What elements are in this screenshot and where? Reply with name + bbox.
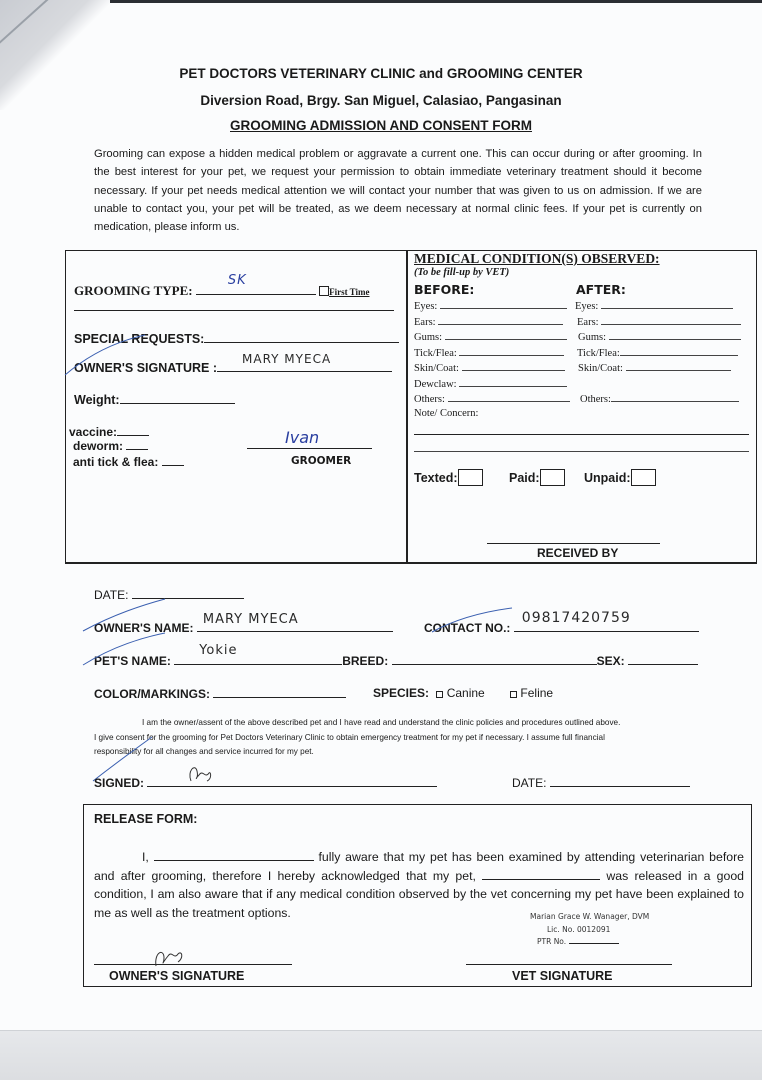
weight-label: Weight: bbox=[74, 393, 120, 407]
deworm-field[interactable] bbox=[126, 438, 148, 450]
vaccine-label: vaccine: bbox=[69, 425, 118, 439]
contact-value: 09817420759 bbox=[521, 610, 631, 626]
texted-checkbox[interactable] bbox=[458, 469, 483, 486]
grooming-type-value: SK bbox=[227, 273, 247, 288]
vet-license-stamp: Lic. No. 0012091 bbox=[547, 925, 611, 934]
groomer-label: GROOMER bbox=[291, 455, 352, 467]
clinic-address: Diversion Road, Brgy. San Miguel, Calasiao, Pangasinan bbox=[200, 93, 562, 108]
signed-field[interactable] bbox=[147, 775, 437, 787]
before-gums-row bbox=[414, 330, 567, 343]
weight-row bbox=[74, 392, 235, 407]
consent-date-row bbox=[512, 775, 690, 790]
pen-mark-icon bbox=[80, 630, 170, 670]
before-ears-row bbox=[414, 315, 563, 328]
unpaid-row bbox=[584, 469, 656, 486]
canine-checkbox[interactable] bbox=[436, 691, 443, 698]
feline-label: Feline bbox=[520, 686, 554, 700]
before-tick-field[interactable] bbox=[459, 346, 564, 356]
signature-scribble-icon bbox=[150, 944, 190, 970]
before-eyes-row bbox=[414, 299, 567, 312]
pet-name-field[interactable] bbox=[174, 643, 342, 665]
paid-row bbox=[509, 469, 565, 486]
consent-date-label: DATE: bbox=[512, 776, 547, 790]
after-skin-label: Skin/Coat: bbox=[578, 363, 623, 374]
owner-signature-field[interactable] bbox=[217, 352, 392, 372]
after-gums-field[interactable] bbox=[609, 330, 741, 340]
before-skin-label: Skin/Coat: bbox=[414, 363, 459, 374]
before-eyes-field[interactable] bbox=[440, 299, 567, 309]
ptr-field[interactable] bbox=[569, 937, 619, 944]
consent-line-1: I am the owner/assent of the above described pet and I have read and understand the clinic policies and procedures outlined above. bbox=[142, 718, 621, 727]
before-tick-label: Tick/Flea: bbox=[414, 348, 457, 359]
after-others-row bbox=[580, 392, 739, 405]
signature-scribble-icon bbox=[185, 761, 215, 787]
before-ears-field[interactable] bbox=[438, 315, 563, 325]
owner-signature-label: OWNER'S SIGNATURE : bbox=[74, 361, 218, 375]
before-others-label: Others: bbox=[414, 394, 445, 405]
note-line-1[interactable] bbox=[414, 434, 749, 435]
after-ears-field[interactable] bbox=[601, 315, 741, 325]
ptr-label: PTR No. bbox=[537, 937, 567, 946]
anti-tick-field[interactable] bbox=[162, 454, 184, 466]
canine-label: Canine bbox=[446, 686, 485, 700]
first-time-checkbox[interactable] bbox=[319, 286, 329, 296]
color-field[interactable] bbox=[213, 686, 346, 698]
grooming-type-label: GROOMING TYPE: bbox=[74, 283, 193, 298]
special-requests-label: SPECIAL REQUESTS: bbox=[74, 332, 205, 346]
pet-name-row bbox=[94, 643, 698, 668]
vaccine-row bbox=[69, 424, 149, 439]
special-requests-field[interactable] bbox=[204, 331, 399, 343]
after-eyes-row bbox=[575, 299, 733, 312]
color-row bbox=[94, 686, 346, 701]
date-label: DATE: bbox=[94, 588, 129, 602]
sex-label: SEX: bbox=[596, 654, 625, 668]
intro-paragraph: Grooming can expose a hidden medical problem or aggravate a current one. This can occur during or after grooming. In the best interest for your pet, we request your permission to obtain immediate veterinary treatment should it become necessary. If your pet needs medical attention we will contact your number that was given to us on admission. If we are unable to contact you, your pet will be treated, as we deem necessary at normal clinic fees. If your pet is currently on medication, please inform us. bbox=[94, 148, 702, 234]
before-dewclaw-field[interactable] bbox=[459, 377, 567, 387]
after-others-label: Others: bbox=[580, 394, 611, 405]
after-gums-label: Gums: bbox=[578, 332, 607, 343]
after-gums-row bbox=[578, 330, 741, 343]
after-skin-row bbox=[578, 361, 731, 374]
first-time-label: First Time bbox=[329, 287, 370, 297]
owner-name-label: OWNER'S NAME: bbox=[94, 621, 194, 635]
anti-tick-row bbox=[73, 454, 184, 469]
form-title bbox=[0, 118, 762, 133]
owner-name-value: MARY MYECA bbox=[202, 612, 299, 627]
before-dewclaw-label: Dewclaw: bbox=[414, 379, 457, 390]
owner-signature-value: MARY MYECA bbox=[242, 352, 332, 366]
paid-checkbox[interactable] bbox=[540, 469, 565, 486]
medical-title: MEDICAL CONDITION(S) OBSERVED: bbox=[414, 251, 660, 266]
paid-label: Paid: bbox=[509, 471, 540, 485]
color-label: COLOR/MARKINGS: bbox=[94, 687, 210, 701]
before-heading: BEFORE: bbox=[414, 282, 475, 297]
after-tick-field[interactable] bbox=[620, 346, 738, 356]
before-ears-label: Ears: bbox=[414, 317, 436, 328]
release-part1: I, bbox=[142, 850, 149, 864]
weight-field[interactable] bbox=[120, 392, 235, 404]
vet-name-stamp: Marian Grace W. Wanager, DVM bbox=[530, 912, 650, 921]
unpaid-checkbox[interactable] bbox=[631, 469, 656, 486]
feline-checkbox[interactable] bbox=[510, 691, 517, 698]
vet-signature-label: VET SIGNATURE bbox=[512, 969, 613, 983]
before-dewclaw-row bbox=[414, 377, 567, 390]
release-form-title: RELEASE FORM: bbox=[94, 812, 198, 826]
release-part2: fully aware that my pet has been examined by attending veterinarian before and after grooming, therefore I hereby acknowledged that my pet, bbox=[94, 850, 745, 883]
vaccine-field[interactable] bbox=[117, 424, 149, 436]
grooming-extra-line[interactable] bbox=[74, 310, 394, 311]
anti-tick-label: anti tick & flea: bbox=[73, 455, 159, 469]
sex-field[interactable] bbox=[628, 653, 698, 665]
owner-name-field[interactable] bbox=[197, 612, 393, 632]
contact-label: CONTACT NO.: bbox=[424, 621, 511, 635]
consent-line-2: I give consent for the grooming for Pet Doctors Veterinary Clinic to obtain emergency treatment for my pet if necessary. I assume full financial bbox=[94, 733, 605, 742]
release-paragraph bbox=[94, 848, 744, 922]
release-pet-name-field[interactable] bbox=[482, 868, 600, 880]
note-concern-label: Note/ Concern: bbox=[414, 408, 479, 419]
received-by-line[interactable] bbox=[487, 543, 660, 544]
species-label: SPECIES: bbox=[373, 686, 430, 700]
breed-field[interactable] bbox=[392, 653, 597, 665]
after-heading: AFTER: bbox=[576, 282, 626, 297]
before-gums-label: Gums: bbox=[414, 332, 443, 343]
after-ears-label: Ears: bbox=[577, 317, 599, 328]
texted-row bbox=[414, 469, 483, 486]
after-tick-label: Tick/Flea: bbox=[577, 348, 620, 359]
ptr-row bbox=[537, 937, 619, 946]
before-others-row bbox=[414, 392, 570, 405]
before-skin-field[interactable] bbox=[462, 361, 565, 371]
after-tick-row bbox=[577, 346, 738, 359]
note-line-2[interactable] bbox=[414, 451, 749, 452]
vet-signature-line[interactable] bbox=[466, 964, 672, 965]
groomer-signature-line[interactable] bbox=[247, 448, 372, 449]
scan-top-edge bbox=[110, 0, 762, 3]
release-owner-signature-line[interactable] bbox=[94, 964, 292, 965]
groomer-signature-value: Ivan bbox=[285, 428, 320, 447]
species-row bbox=[373, 686, 553, 700]
consent-line-3: responsibility for all changes and service incurred for my pet. bbox=[94, 747, 314, 756]
release-owner-name-field[interactable] bbox=[154, 849, 314, 861]
after-ears-row bbox=[577, 315, 741, 328]
after-eyes-field[interactable] bbox=[601, 299, 733, 309]
grooming-type-row bbox=[74, 273, 370, 299]
texted-label: Texted: bbox=[414, 471, 458, 485]
contact-field[interactable] bbox=[514, 610, 699, 632]
pet-name-label: PET'S NAME: bbox=[94, 654, 171, 668]
before-gums-field[interactable] bbox=[445, 330, 567, 340]
consent-date-field[interactable] bbox=[550, 775, 690, 787]
pen-mark-icon bbox=[430, 606, 520, 636]
breed-label: BREED: bbox=[342, 654, 389, 668]
medical-subtitle: (To be fill-up by VET) bbox=[414, 267, 510, 278]
unpaid-label: Unpaid: bbox=[584, 471, 631, 485]
after-skin-field[interactable] bbox=[626, 361, 731, 371]
pen-mark-icon bbox=[60, 330, 150, 380]
before-tick-row bbox=[414, 346, 564, 359]
deworm-label: deworm: bbox=[73, 439, 124, 453]
received-by-label: RECEIVED BY bbox=[537, 546, 619, 560]
pet-name-value: Yokie bbox=[199, 643, 238, 658]
clinic-name: PET DOCTORS VETERINARY CLINIC and GROOMING CENTER bbox=[179, 66, 583, 81]
after-others-field[interactable] bbox=[611, 392, 739, 402]
before-others-field[interactable] bbox=[448, 392, 570, 402]
scan-bottom-background bbox=[0, 1030, 762, 1080]
release-owner-signature-label: OWNER'S SIGNATURE bbox=[109, 969, 245, 983]
signed-label: SIGNED: bbox=[94, 776, 145, 790]
deworm-row bbox=[73, 438, 148, 453]
after-eyes-label: Eyes: bbox=[575, 301, 599, 312]
admission-box-divider bbox=[406, 250, 408, 564]
release-part3: was released in a good condition, I am also aware that if any medical condition observed by the vet concerning my pet have been explained to me as well as the treatment options. bbox=[94, 868, 745, 920]
before-skin-row bbox=[414, 361, 565, 374]
signed-row bbox=[94, 775, 437, 790]
form-title-text: GROOMING ADMISSION AND CONSENT FORM bbox=[230, 118, 532, 133]
before-eyes-label: Eyes: bbox=[414, 301, 438, 312]
grooming-type-field[interactable] bbox=[196, 273, 316, 295]
